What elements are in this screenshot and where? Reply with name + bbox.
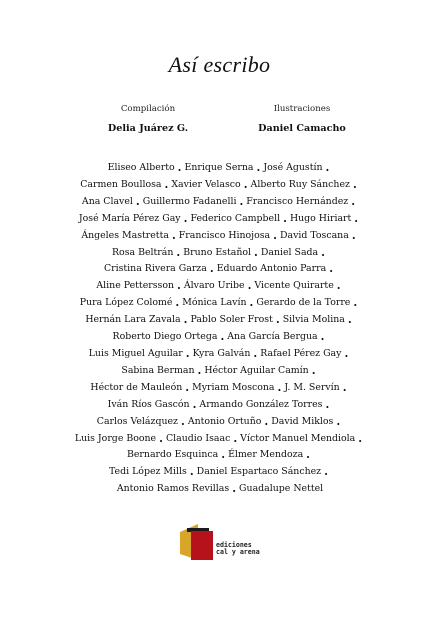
author-name: Rosa Beltrán [112, 246, 174, 258]
bullet-separator: . [239, 194, 244, 208]
author-line [60, 160, 380, 177]
author-line [60, 481, 380, 498]
book-title: Así escribo [168, 52, 271, 77]
bullet-separator: . [324, 465, 328, 479]
bullet-separator: . [177, 161, 182, 174]
bullet-separator: . [164, 177, 169, 191]
bullet-separator: . [192, 397, 197, 411]
publisher-line-2: cal y arena [216, 548, 260, 557]
author-line [60, 194, 380, 211]
author-list [60, 160, 380, 498]
author-name: Bernardo Esquinca [126, 449, 219, 461]
bullet-separator: . [135, 194, 140, 208]
bullet-separator: . [283, 211, 287, 225]
author-name: Cristina Rivera Garza [103, 263, 207, 275]
bullet-separator: . [247, 279, 252, 293]
author-name: Roberto Diego Ortega [112, 331, 218, 343]
author-name: Carlos Velázquez [96, 415, 178, 427]
author-line [60, 211, 380, 228]
bullet-separator: . [243, 177, 248, 191]
bullet-separator: . [354, 211, 359, 225]
author-name: José Agustín [263, 162, 323, 173]
bullet-separator: . [321, 245, 325, 259]
bullet-separator: . [175, 296, 180, 310]
author-name: Vicente Quirarte [254, 280, 334, 292]
author-name: Ángeles Mastretta [81, 229, 169, 241]
author-line [60, 261, 380, 278]
bullet-separator: . [342, 380, 347, 394]
author-name: Antonio Ramos Revillas [116, 483, 230, 495]
bullet-separator: . [256, 161, 261, 174]
author-name: Alberto Ruy Sánchez [250, 178, 350, 190]
bullet-separator: . [254, 245, 258, 259]
bullet-separator: . [344, 346, 349, 360]
author-name: J. M. Servín [284, 381, 340, 393]
author-name: Eliseo Alberto [107, 162, 175, 173]
author-name: Myriam Moscona [192, 381, 275, 393]
author-name: Víctor Manuel Mendiola [240, 432, 356, 444]
bullet-separator: . [159, 431, 163, 445]
bullet-separator: . [347, 313, 352, 327]
author-name: Rafael Pérez Gay [260, 347, 342, 359]
author-name: Sabina Berman [121, 364, 195, 376]
bullet-separator: . [233, 431, 238, 445]
author-name: Carmen Boullosa [80, 178, 162, 190]
author-name: Armando González Torres [199, 398, 323, 410]
bullet-separator: . [220, 330, 225, 344]
bullet-separator: . [253, 346, 258, 360]
illustrations-label: Ilustraciones [273, 104, 331, 114]
author-name: José María Pérez Gay [78, 212, 181, 224]
author-line [60, 295, 380, 312]
author-name: Iván Ríos Gascón [107, 398, 190, 410]
bullet-separator: . [197, 363, 202, 377]
bullet-separator: . [185, 380, 190, 394]
illustrator-name: Daniel Camacho [258, 123, 346, 134]
author-line [60, 431, 380, 448]
author-name: Federico Campbell [190, 212, 281, 224]
bullet-separator: . [325, 397, 330, 411]
bullet-separator: . [249, 296, 254, 310]
author-name: Silvia Molina [282, 314, 345, 326]
author-line [60, 397, 380, 414]
author-name: Enrique Serna [184, 162, 254, 173]
bullet-separator: . [336, 279, 341, 293]
bullet-separator: . [311, 363, 316, 377]
bullet-separator: . [358, 431, 363, 445]
author-name: Francisco Hernández [246, 195, 349, 207]
author-name: Bruno Estañol [183, 246, 252, 258]
author-line [60, 464, 380, 481]
author-line [60, 447, 380, 464]
author-line [60, 312, 380, 329]
author-name: Guillermo Fadanelli [142, 195, 237, 207]
bullet-separator: . [209, 262, 214, 276]
author-name: Pablo Soler Frost [190, 314, 273, 326]
author-line [60, 329, 380, 346]
bullet-separator: . [336, 414, 341, 428]
publisher-name [216, 542, 260, 557]
author-name: Eduardo Antonio Parra [216, 263, 327, 275]
author-name: Xavier Velasco [171, 178, 241, 190]
bullet-separator: . [177, 279, 181, 293]
bullet-separator: . [181, 414, 185, 428]
author-name: Luis Miguel Aguilar [88, 347, 183, 359]
author-name: Claudio Isaac [165, 432, 231, 444]
logo-red-shape [191, 531, 213, 560]
compilation-label: Compilación [120, 104, 176, 114]
publisher-imprint [178, 520, 278, 562]
author-name: Luis Jorge Boone [74, 432, 157, 444]
bullet-separator: . [275, 313, 280, 327]
bullet-separator: . [351, 228, 356, 242]
author-line [60, 228, 380, 245]
bullet-separator: . [351, 194, 356, 208]
author-line [60, 245, 380, 262]
bullet-separator: . [189, 465, 194, 479]
author-line [60, 177, 380, 194]
author-name: Hugo Hiriart [289, 212, 352, 224]
author-line [60, 363, 380, 380]
author-name: Mónica Lavín [182, 297, 247, 309]
illustrations-credit [244, 103, 360, 135]
author-name: Ana Clavel [81, 195, 133, 207]
bullet-separator: . [320, 330, 325, 344]
author-line [60, 346, 380, 363]
author-name: Gerardo de la Torre [256, 297, 351, 309]
author-name: David Toscana [279, 229, 349, 241]
author-line [60, 278, 380, 295]
bullet-separator: . [185, 346, 190, 360]
author-name: Daniel Espartaco Sánchez [196, 466, 322, 478]
author-name: Élmer Mendoza [228, 449, 304, 461]
author-name: Antonio Ortuño [187, 415, 262, 427]
bullet-separator: . [329, 262, 334, 276]
bullet-separator: . [353, 296, 358, 310]
bullet-separator: . [176, 245, 181, 259]
bullet-separator: . [277, 380, 282, 394]
bullet-separator: . [183, 211, 188, 225]
author-line [60, 414, 380, 431]
author-name: Daniel Sada [260, 246, 319, 258]
bullet-separator: . [264, 414, 269, 428]
author-name: Pura López Colomé [79, 297, 173, 309]
author-name: Aline Pettersson [96, 280, 175, 292]
author-name: Álvaro Uribe [183, 280, 245, 292]
author-name: Francisco Hinojosa [178, 229, 271, 241]
compiler-name: Delia Juárez G. [107, 123, 189, 134]
bullet-separator: . [325, 161, 330, 174]
author-name: Hernán Lara Zavala [85, 314, 181, 326]
publisher-line-1: ediciones [216, 541, 252, 549]
publisher-logo-icon [178, 522, 214, 560]
author-name: Kyra Galván [192, 347, 251, 359]
author-name: Héctor Aguilar Camín [204, 364, 309, 376]
author-name: Guadalupe Nettel [239, 483, 324, 495]
bullet-separator: . [352, 177, 357, 191]
author-name: Ana García Bergua [227, 331, 318, 343]
author-name: Héctor de Mauleón [90, 381, 183, 393]
bullet-separator: . [221, 448, 226, 462]
author-name: David Miklos [271, 415, 334, 427]
bullet-separator: . [273, 228, 277, 242]
bullet-separator: . [183, 313, 188, 327]
compilation-credit [88, 103, 208, 135]
bullet-separator: . [306, 448, 311, 462]
bullet-separator: . [232, 482, 237, 496]
author-line [60, 380, 380, 397]
author-name: Tedi López Mills [109, 466, 187, 478]
bullet-separator: . [171, 228, 176, 242]
